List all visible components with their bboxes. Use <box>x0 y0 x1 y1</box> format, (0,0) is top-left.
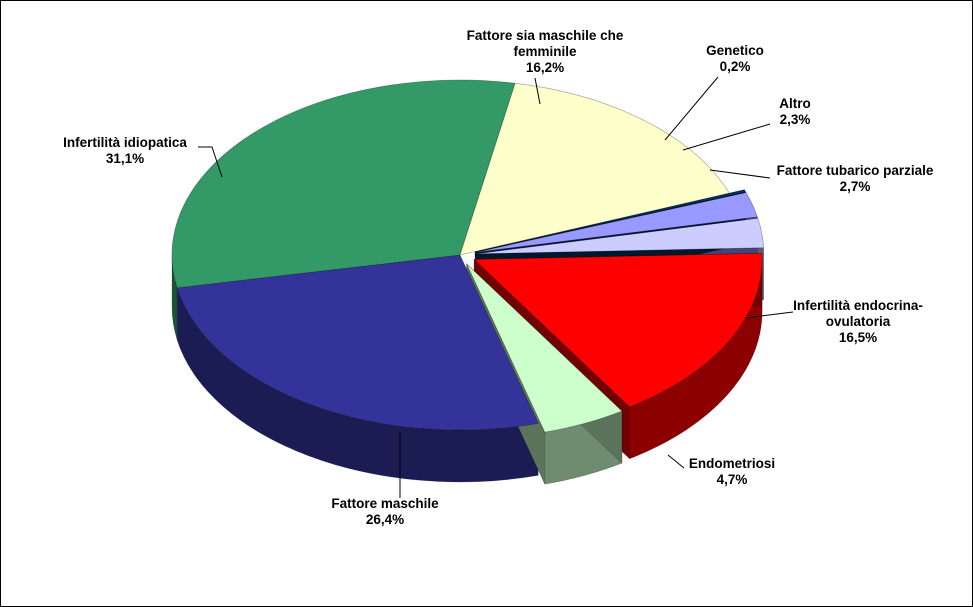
slice-name-4-0: Fattore sia maschile che <box>466 28 624 43</box>
slice-percent-6: 2,3% <box>779 112 811 127</box>
slice-name-6-0: Altro <box>779 96 811 111</box>
slice-name-5-0: Genetico <box>706 43 764 58</box>
slice-label-3 <box>63 135 187 166</box>
pie-slice-infertilit-idiopatica <box>172 80 515 288</box>
slice-percent-5: 0,2% <box>719 59 751 74</box>
leader-line-5 <box>665 77 718 140</box>
slice-label-7 <box>777 163 934 194</box>
leader-line-7 <box>710 170 770 178</box>
pie-slices <box>172 80 764 432</box>
slice-label-2 <box>331 496 439 527</box>
slice-label-0 <box>793 298 923 345</box>
slice-percent-2: 26,4% <box>365 512 405 527</box>
slice-percent-0: 16,5% <box>838 330 878 345</box>
slice-percent-1: 4,7% <box>716 472 748 487</box>
slice-percent-3: 31,1% <box>105 151 145 166</box>
leader-line-6 <box>683 124 770 150</box>
slice-name-4-1: femminile <box>513 44 577 59</box>
leader-line-1 <box>668 455 684 468</box>
slice-name-7-0: Fattore tubarico parziale <box>776 163 934 178</box>
slice-name-0-1: ovulatoria <box>825 314 891 329</box>
slice-name-3-0: Infertilità idiopatica <box>63 135 187 150</box>
slice-name-0-0: Infertilità endocrina- <box>793 298 923 313</box>
slice-label-5 <box>706 43 764 74</box>
slice-percent-7: 2,7% <box>839 179 871 194</box>
slice-label-6 <box>779 96 811 127</box>
slice-name-1-0: Endometriosi <box>688 456 776 471</box>
slice-label-4 <box>467 28 624 75</box>
slice-label-1 <box>689 456 775 487</box>
slice-name-2-0: Fattore maschile <box>331 496 439 511</box>
slice-percent-4: 16,2% <box>525 60 565 75</box>
